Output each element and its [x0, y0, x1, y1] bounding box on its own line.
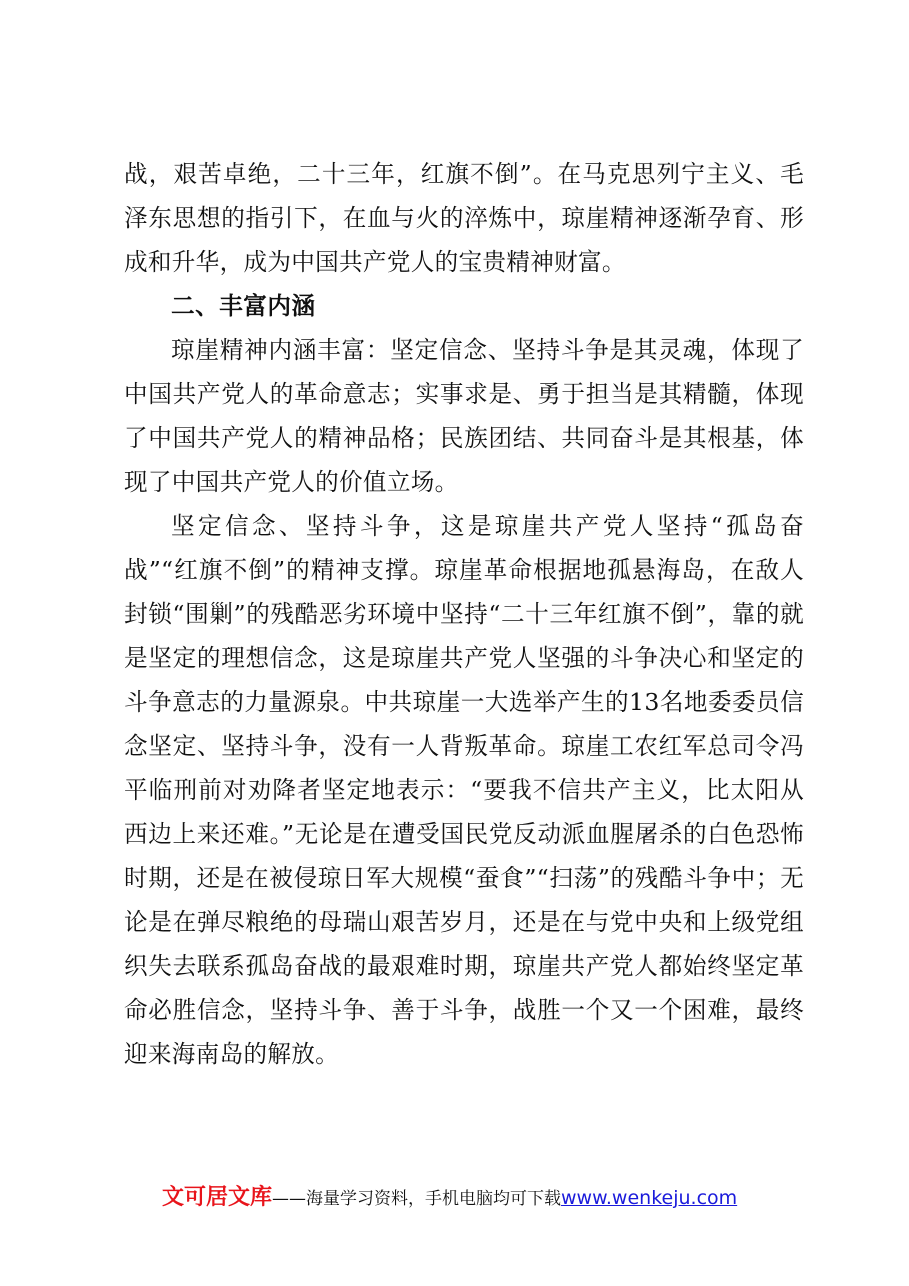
- paragraph-connotation: 琼崖精神内涵丰富：坚定信念、坚持斗争是其灵魂，体现了中国共产党人的革命意志；实事求是、勇于担当是其精髓，体现了中国共产党人的精神品格；民族团结、共同奋斗是其根基，体现了中国共产党人的价值立场。: [124, 336, 804, 496]
- footer-banner: [162, 1180, 802, 1214]
- paragraph-firm-belief: 坚定信念、坚持斗争，这是琼崖共产党人坚持“孤岛奋战”“红旗不倒”的精神支撑。琼崖革命根据地孤悬海岛，在敌人封锁“围剿”的残酷恶劣环境中坚持“二十三年红旗不倒”，靠的就是坚定的理想信念，这是琼崖共产党人坚强的斗争决心和坚定的斗争意志的力量源泉。中共琼崖一大选举产生的13名地委委员信念坚定、坚持斗争，没有一人背叛革命。琼崖工农红军总司令冯平临刑前对劝降者坚定地表示：“要我不信共产主义，比太阳从西边上来还难。”无论是在遭受国民党反动派血腥屠杀的白色恐怖时期，还是在被侵琼日军大规模“蚕食”“扫荡”的残酷斗争中；无论是在弹尽粮绝的母瑞山艰苦岁月，还是在与党中央和上级党组织失去联系孤岛奋战的最艰难时期，琼崖共产党人都始终坚定革命必胜信念，坚持斗争、善于斗争，战胜一个又一个困难，最终迎来海南岛的解放。: [124, 512, 804, 1068]
- footer-website-link[interactable]: www.wenkeju.com: [561, 1187, 738, 1209]
- paragraph-continuation: 战，艰苦卓绝，二十三年，红旗不倒”。在马克思列宁主义、毛泽东思想的指引下，在血与火的淬炼中，琼崖精神逐渐孕育、形成和升华，成为中国共产党人的宝贵精神财富。: [124, 160, 804, 276]
- section-heading: 二、丰富内涵: [171, 292, 316, 320]
- document-body: [124, 152, 804, 1076]
- footer-tagline: ——海量学习资料，手机电脑均可下载: [272, 1189, 562, 1209]
- footer-brand: 文可居文库: [162, 1185, 273, 1210]
